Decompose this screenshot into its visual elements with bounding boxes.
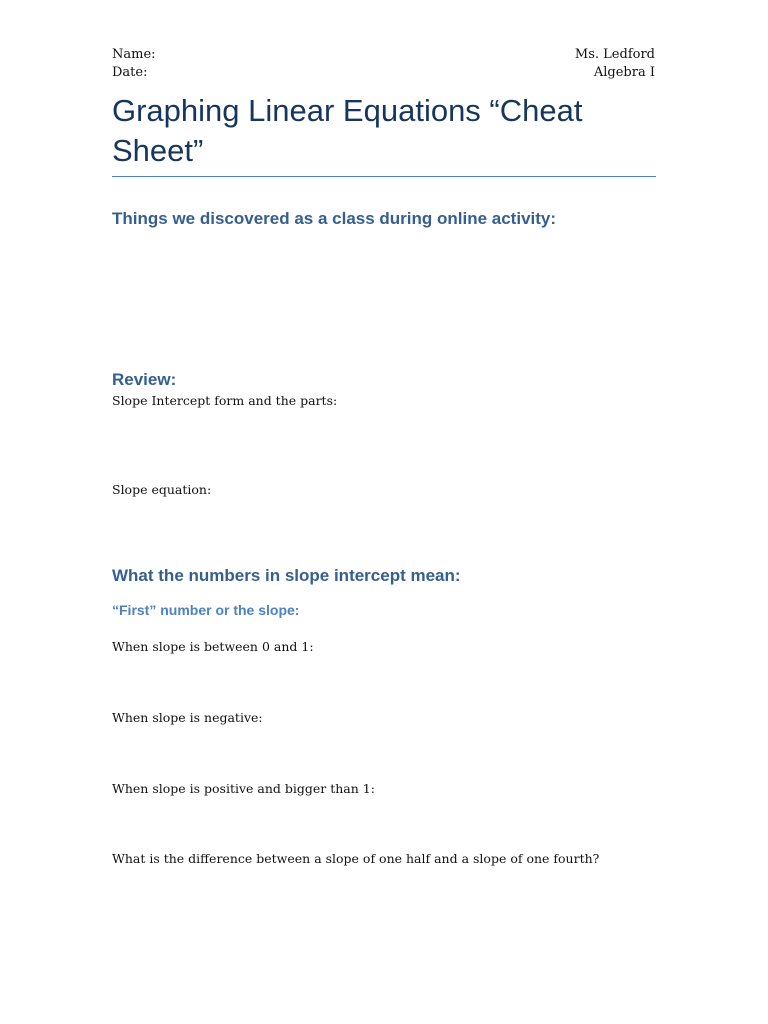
- teacher-name: Ms. Ledford: [574, 47, 655, 62]
- name-label: Name:: [112, 47, 156, 62]
- question-slope-between-0-and-1: When slope is between 0 and 1:: [112, 639, 314, 654]
- numbers-heading: What the numbers in slope intercept mean:: [112, 566, 461, 585]
- discovered-heading: Things we discovered as a class during online activity:: [112, 209, 557, 228]
- title-rule: [112, 176, 656, 177]
- question-slope-positive-bigger-than-1: When slope is positive and bigger than 1:: [112, 781, 375, 796]
- course-name: Algebra I: [593, 65, 655, 80]
- page-title: Graphing Linear Equations “Cheat Sheet”: [112, 93, 583, 168]
- question-slope-negative: When slope is negative:: [112, 710, 263, 725]
- review-heading: Review:: [112, 370, 177, 389]
- question-half-vs-fourth: What is the difference between a slope of one half and a slope of one fourth?: [112, 851, 600, 866]
- date-label: Date:: [112, 65, 148, 80]
- first-number-heading: “First” number or the slope:: [112, 602, 300, 618]
- review-item-slope-equation: Slope equation:: [112, 482, 212, 497]
- review-item-slope-intercept: Slope Intercept form and the parts:: [112, 393, 338, 408]
